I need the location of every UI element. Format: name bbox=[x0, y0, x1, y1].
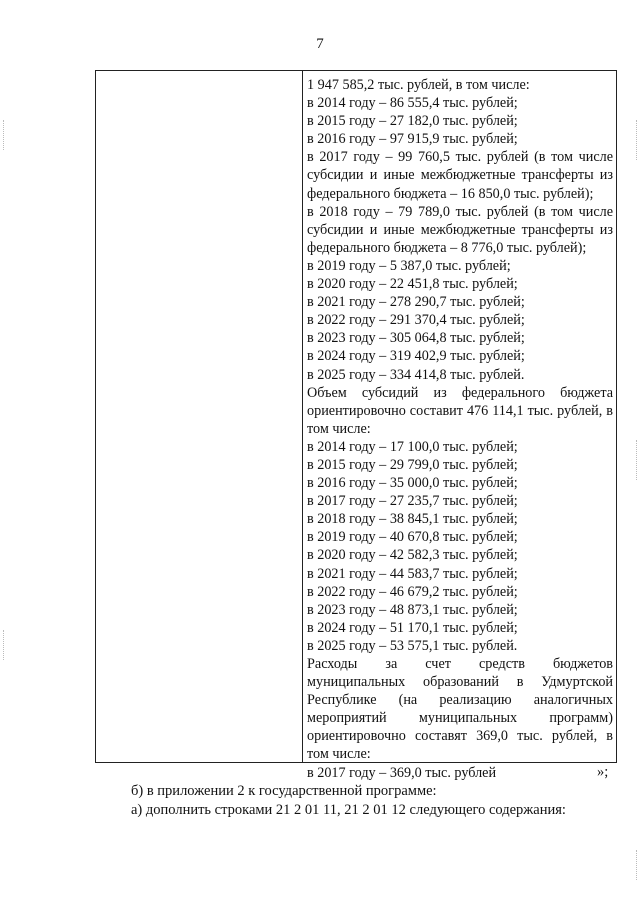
table-column-divider bbox=[302, 71, 303, 762]
table-cell-line: в 2019 году – 40 670,8 тыс. рублей; bbox=[307, 529, 518, 546]
table-cell-line: мероприятий муниципальных программ) bbox=[307, 710, 613, 727]
right-margin-mark bbox=[636, 850, 637, 880]
table-cell-line: в 2023 году – 305 064,8 тыс. рублей; bbox=[307, 330, 525, 347]
table-cell-line: в 2016 году – 35 000,0 тыс. рублей; bbox=[307, 475, 518, 492]
table-cell-line: в 2020 году – 42 582,3 тыс. рублей; bbox=[307, 547, 518, 564]
table-cell-line: ориентировочно составят 369,0 тыс. рублей, в bbox=[307, 728, 613, 745]
page-number: 7 bbox=[316, 36, 324, 52]
paragraph-appendix-2: б) в приложении 2 к государственной программе: bbox=[131, 783, 437, 799]
table-cell-line: в 2016 году – 97 915,9 тыс. рублей; bbox=[307, 131, 518, 148]
table-cell-line: в 2024 году – 319 402,9 тыс. рублей; bbox=[307, 348, 525, 365]
table-cell-line: Республике (на реализацию аналогичных bbox=[307, 692, 613, 709]
table-cell-line: в 2025 году – 53 575,1 тыс. рублей. bbox=[307, 637, 518, 654]
paragraph-add-rows: а) дополнить строками 21 2 01 11, 21 2 01 12 следующего содержания: bbox=[131, 802, 566, 818]
table-right-cell bbox=[307, 76, 613, 782]
right-margin-mark bbox=[636, 440, 637, 480]
table-cell-line: Объем субсидий из федерального бюджета bbox=[307, 384, 613, 401]
table-cell-line: в 2024 году – 51 170,1 тыс. рублей; bbox=[307, 619, 518, 636]
closing-quote: »; bbox=[597, 764, 609, 780]
table-cell-line: в 2021 году – 278 290,7 тыс. рублей; bbox=[307, 294, 525, 311]
table-cell-line: том числе: bbox=[307, 746, 371, 763]
table-cell-line: в 2014 году – 86 555,4 тыс. рублей; bbox=[307, 95, 518, 112]
left-margin-mark bbox=[3, 630, 4, 660]
table-cell-line: в 2018 году – 38 845,1 тыс. рублей; bbox=[307, 511, 518, 528]
table-cell-line: том числе: bbox=[307, 420, 371, 437]
table-cell-line: ориентировочно составит 476 114,1 тыс. рублей, в bbox=[307, 402, 613, 419]
table-cell-line: в 2015 году – 29 799,0 тыс. рублей; bbox=[307, 456, 518, 473]
table-cell-line: 1 947 585,2 тыс. рублей, в том числе: bbox=[307, 77, 530, 93]
table-cell-line: федерального бюджета – 16 850,0 тыс. рублей); bbox=[307, 185, 594, 202]
document-table bbox=[95, 70, 617, 781]
right-margin-mark bbox=[636, 120, 637, 160]
table-cell-line: в 2015 году – 27 182,0 тыс. рублей; bbox=[307, 113, 518, 130]
left-margin-mark bbox=[3, 120, 4, 150]
table-cell-line: в 2025 году – 334 414,8 тыс. рублей. bbox=[307, 366, 525, 383]
table-cell-line: в 2018 году – 79 789,0 тыс. рублей (в том числе bbox=[307, 203, 613, 220]
table-cell-line: в 2021 году – 44 583,7 тыс. рублей; bbox=[307, 565, 518, 582]
table-cell-line: в 2023 году – 48 873,1 тыс. рублей; bbox=[307, 601, 518, 618]
table-cell-line: в 2019 году – 5 387,0 тыс. рублей; bbox=[307, 257, 511, 274]
table-cell-line: субсидии и иные межбюджетные трансферты из bbox=[307, 221, 613, 238]
table-cell-line: в 2022 году – 46 679,2 тыс. рублей; bbox=[307, 583, 518, 600]
table-cell-line: в 2017 году – 27 235,7 тыс. рублей; bbox=[307, 493, 518, 510]
table-cell-line: федерального бюджета – 8 776,0 тыс. рублей); bbox=[307, 239, 587, 256]
table-cell-line: в 2020 году – 22 451,8 тыс. рублей; bbox=[307, 276, 518, 293]
table-cell-line: в 2014 году – 17 100,0 тыс. рублей; bbox=[307, 438, 518, 455]
table-cell-line: в 2017 году – 369,0 тыс. рублей bbox=[307, 764, 497, 781]
table-cell-line: Расходы за счет средств бюджетов bbox=[307, 656, 613, 672]
table-cell-line: муниципальных образований в Удмуртской bbox=[307, 674, 613, 691]
table-cell-line: в 2022 году – 291 370,4 тыс. рублей; bbox=[307, 312, 525, 329]
table-cell-line: в 2017 году – 99 760,5 тыс. рублей (в том числе bbox=[307, 149, 613, 166]
table-cell-line: субсидии и иные межбюджетные трансферты из bbox=[307, 167, 613, 184]
